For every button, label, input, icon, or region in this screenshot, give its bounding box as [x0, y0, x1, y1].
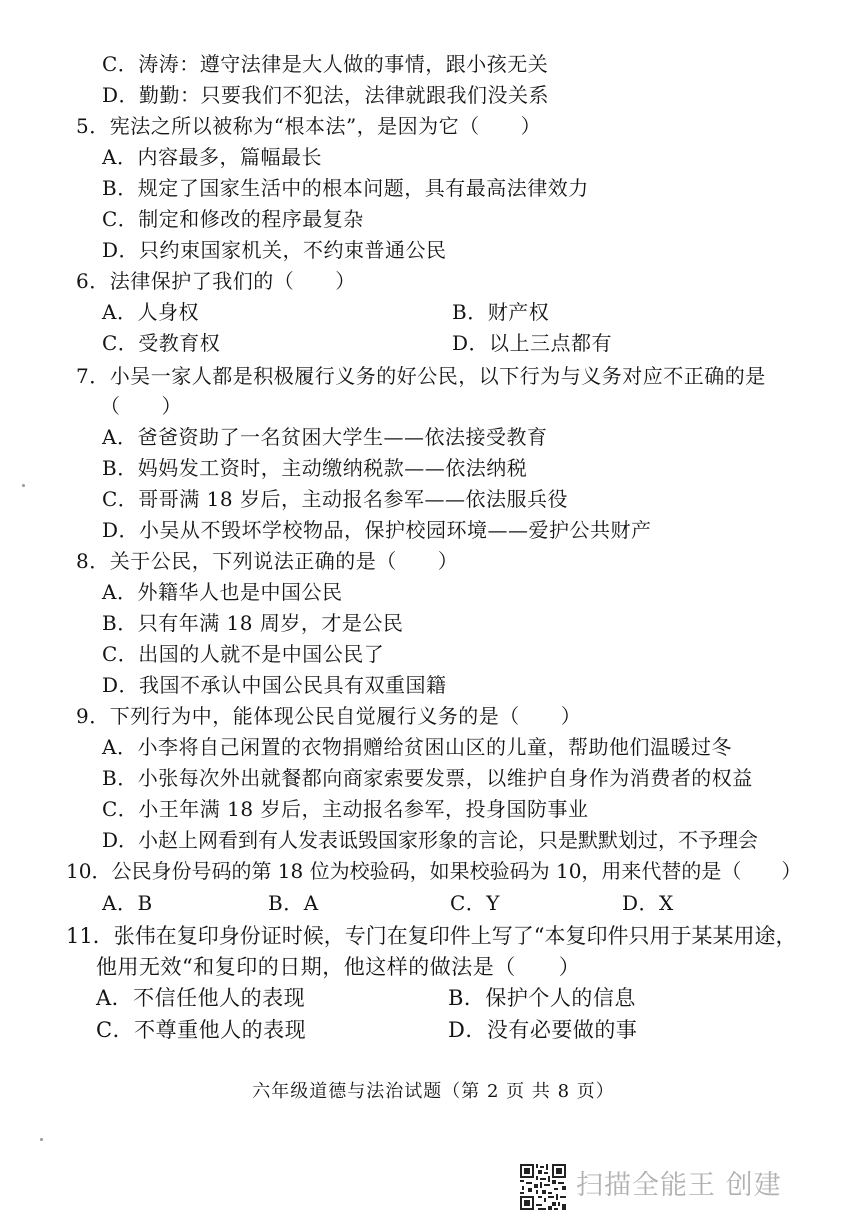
qr-code-icon: [520, 1164, 566, 1210]
q9-option-a: A．小李将自己闲置的衣物捐赠给贫困山区的儿童，帮助他们温暖过冬: [102, 735, 732, 759]
q10-option-d: D．X: [622, 891, 674, 915]
q10-stem: 10．公民身份号码的第 18 位为校验码，如果校验码为 10，用来代替的是（ ）: [66, 859, 802, 883]
q7-option-a: A．爸爸资助了一名贫困大学生——依法接受教育: [102, 425, 548, 449]
q5-option-a: A．内容最多，篇幅最长: [102, 145, 322, 169]
scan-speck: [22, 484, 25, 487]
q11-option-c: C．不尊重他人的表现: [96, 1018, 307, 1042]
q8-option-b: B．只有年满 18 周岁，才是公民: [102, 611, 404, 635]
q11-option-a: A．不信任他人的表现: [96, 986, 306, 1010]
q5-option-d: D．只约束国家机关，不约束普通公民: [102, 238, 447, 262]
q6-option-d: D．以上三点都有: [452, 331, 613, 355]
q7-answer-paren: （ ）: [100, 394, 182, 418]
q4-option-c: C．涛涛：遵守法律是大人做的事情，跟小孩无关: [102, 52, 549, 76]
q6-option-c: C．受教育权: [102, 331, 221, 355]
q10-option-a: A．B: [102, 891, 153, 915]
q7-option-c: C．哥哥满 18 岁后，主动报名参军——依法服兵役: [102, 487, 568, 511]
q9-option-c: C．小王年满 18 岁后，主动报名参军，投身国防事业: [102, 797, 589, 821]
watermark-text: 扫描全能王 创建: [576, 1170, 782, 1201]
q10-option-b: B．A: [268, 891, 319, 915]
scan-speck: [40, 1138, 43, 1141]
q8-option-c: C．出国的人就不是中国公民了: [102, 642, 385, 666]
q10-option-c: C．Y: [450, 891, 501, 915]
q4-option-d: D．勤勤：只要我们不犯法，法律就跟我们没关系: [102, 83, 550, 107]
q8-stem: 8．关于公民，下列说法正确的是（ ）: [76, 549, 459, 573]
q8-option-a: A．外籍华人也是中国公民: [102, 580, 343, 604]
q5-option-c: C．制定和修改的程序最复杂: [102, 207, 364, 231]
q11-option-b: B．保护个人的信息: [448, 986, 636, 1010]
q11-stem-continued: 他用无效“和复印的日期，他这样的做法是（ ）: [96, 955, 581, 979]
page-footer: 六年级道德与法治试题（第 2 页 共 8 页）: [252, 1081, 615, 1102]
q6-option-a: A．人身权: [102, 300, 199, 324]
q7-option-d: D．小吴从不毁坏学校物品，保护校园环境——爱护公共财产: [102, 518, 652, 542]
q8-option-d: D．我国不承认中国公民具有双重国籍: [102, 673, 447, 697]
q9-option-b: B．小张每次外出就餐都向商家索要发票，以维护自身作为消费者的权益: [102, 766, 753, 790]
q11-option-d: D．没有必要做的事: [448, 1018, 638, 1042]
q5-option-b: B．规定了国家生活中的根本问题，具有最高法律效力: [102, 176, 589, 200]
q11-stem: 11．张伟在复印身份证时候，专门在复印件上写了“本复印件只用于某某用途，: [66, 924, 797, 948]
q7-stem: 7．小吴一家人都是积极履行义务的好公民，以下行为与义务对应不正确的是: [76, 364, 766, 388]
q6-stem: 6．法律保护了我们的（ ）: [76, 269, 356, 293]
q9-stem: 9．下列行为中，能体现公民自觉履行义务的是（ ）: [76, 704, 582, 728]
q5-stem: 5．宪法之所以被称为“根本法”，是因为它（ ）: [76, 114, 542, 138]
q7-option-b: B．妈妈发工资时，主动缴纳税款——依法纳税: [102, 456, 528, 480]
q6-option-b: B．财产权: [452, 300, 550, 324]
q9-option-d: D．小赵上网看到有人发表诋毁国家形象的言论，只是默默划过，不予理会: [102, 828, 759, 852]
